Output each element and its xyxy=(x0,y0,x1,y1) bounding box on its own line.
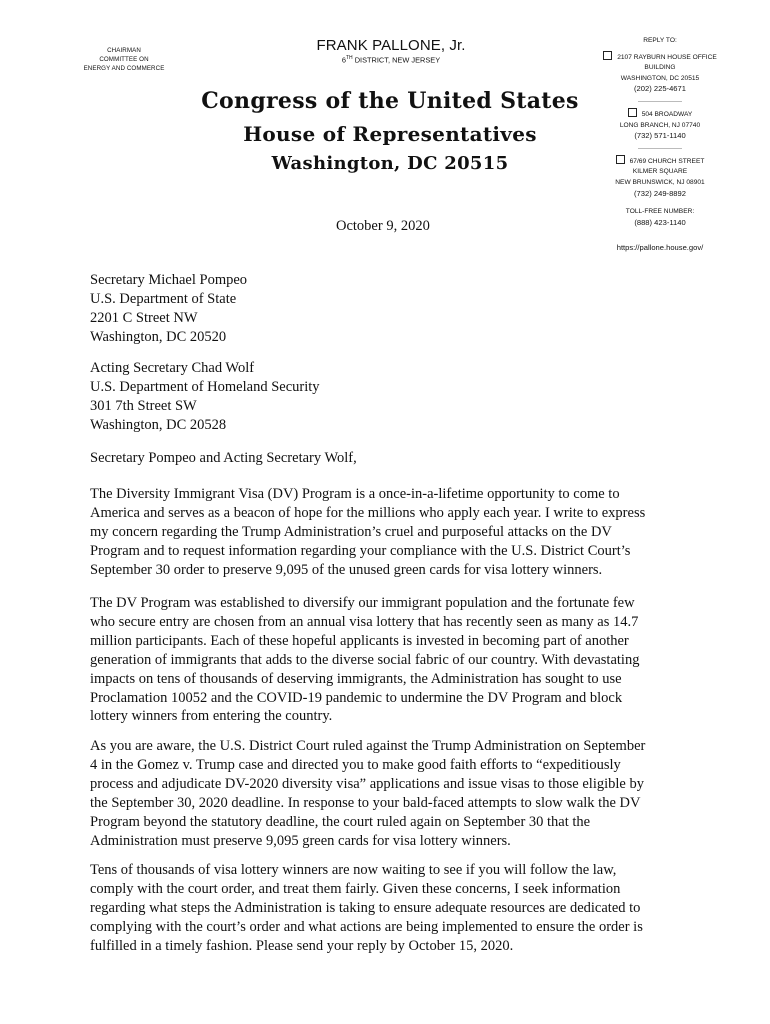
tollfree-phone: (888) 423-1140 xyxy=(634,217,686,227)
body-line: The DV Program was established to diversify our immigrant population and the fortunate few xyxy=(90,595,635,611)
office-nb-address: 67/69 CHURCH STREET xyxy=(629,157,705,165)
checkbox-icon xyxy=(616,155,625,164)
district-text: DISTRICT, NEW JERSEY xyxy=(352,55,441,65)
body-line: impacts on tens of thousands of deserving immigrants, the Administration has sought to use xyxy=(90,670,622,687)
body-line: regarding what steps the Administration is taking to ensure adequate resources are dedicated to xyxy=(90,899,641,916)
district-ordinal-suffix: TH xyxy=(345,55,353,61)
website-link[interactable]: https://pallone.house.gov/ xyxy=(616,243,704,252)
paragraph-2 xyxy=(90,594,690,726)
body-line: Program and to request information regarding your compliance with the U.S. District Court’s xyxy=(90,542,631,559)
divider xyxy=(638,101,682,102)
recipient-name: Secretary Michael Pompeo xyxy=(90,272,248,288)
tollfree-label: TOLL-FREE NUMBER: xyxy=(625,208,695,216)
recipient-city: Washington, DC 20520 xyxy=(90,328,227,345)
office-dc-address: 2107 RAYBURN HOUSE OFFICE xyxy=(617,53,717,61)
body-line: As you are aware, the U.S. District Court ruled against the Trump Administration on September xyxy=(90,738,646,754)
recipient-street: 301 7th Street SW xyxy=(90,397,197,414)
chair-committee-name: ENERGY AND COMMERCE xyxy=(83,65,165,72)
chair-committee-line: COMMITTEE ON xyxy=(99,56,149,63)
body-line: Administration must preserve 9,095 green cards for visa lottery winners. xyxy=(90,832,511,849)
checkbox-icon xyxy=(603,51,612,60)
recipient-state xyxy=(90,271,690,347)
paragraph-1 xyxy=(90,485,690,580)
body-line: Proclamation 10052 and the COVID-19 pandemic to undermine the DV Program and block xyxy=(90,689,623,706)
letterhead-congress: Congress of the United States xyxy=(201,88,579,114)
office-lb-line2: LONG BRANCH, NJ 07740 xyxy=(619,121,701,129)
office-lb-line1 xyxy=(580,108,740,121)
recipient-city: Washington, DC 20528 xyxy=(90,416,227,433)
office-new-brunswick xyxy=(580,155,740,189)
office-dc-line3: WASHINGTON, DC 20515 xyxy=(620,74,700,82)
chairman-block xyxy=(60,46,188,73)
member-district xyxy=(246,55,536,64)
paragraph-4 xyxy=(90,861,690,956)
body-line: the September 30, 2020 deadline. In response to your bald-faced attempts to slow walk the DV xyxy=(90,794,641,811)
paragraph-3 xyxy=(90,737,690,850)
body-line: my concern regarding the Trump Administration’s cruel and purposeful attacks on the DV xyxy=(90,523,612,540)
office-dc-line1 xyxy=(580,51,740,64)
office-nb-line2: KILMER SQUARE xyxy=(632,168,688,176)
recipient-name: Acting Secretary Chad Wolf xyxy=(90,360,255,376)
recipient-street: 2201 C Street NW xyxy=(90,309,198,326)
body-line: September 30 order to preserve 9,095 of the unused green cards for visa lottery winners. xyxy=(90,561,603,578)
body-line: 4 in the Gomez v. Trump case and directed you to make good faith efforts to “expeditiously xyxy=(90,756,621,773)
office-nb-line1 xyxy=(580,155,740,168)
body-line: Program beyond the statutory deadline, the court ruled again on September 30 that the xyxy=(90,813,591,830)
body-line: generation of immigrants that adds to the diverse social fabric of our country. With devastating xyxy=(90,651,640,668)
letter-date: October 9, 2020 xyxy=(336,218,430,234)
recipient-org: U.S. Department of State xyxy=(90,290,237,307)
salutation: Secretary Pompeo and Acting Secretary Wolf, xyxy=(90,450,357,466)
body-line: complying with the court’s order and what actions are being implemented to ensure the order is xyxy=(90,918,643,935)
chair-title: CHAIRMAN xyxy=(107,47,141,54)
recipient-dhs xyxy=(90,359,690,435)
body-line: America and serves as a beacon of hope for the millions who apply each year. I write to express xyxy=(90,504,646,521)
recipient-org: U.S. Department of Homeland Security xyxy=(90,378,320,395)
divider xyxy=(638,148,682,149)
office-long-branch xyxy=(580,108,740,131)
office-dc-phone: (202) 225-4671 xyxy=(634,84,686,94)
body-line: who secure entry are chosen from an annual visa lottery that has recently seen as many as 14.7 xyxy=(90,613,639,630)
office-lb-phone: (732) 571-1140 xyxy=(634,131,686,141)
body-line: The Diversity Immigrant Visa (DV) Program is a once-in-a-lifetime opportunity to come to xyxy=(90,486,620,502)
body-line: million participants. Each of these hopeful applicants is invested in becoming part of another xyxy=(90,632,629,649)
office-dc xyxy=(580,51,740,85)
reply-to-label: REPLY TO: xyxy=(643,37,677,44)
office-nb-line3: NEW BRUNSWICK, NJ 08901 xyxy=(615,178,705,186)
checkbox-icon xyxy=(628,108,637,117)
body-line: fulfilled in a timely fashion. Please send your reply by October 15, 2020. xyxy=(90,937,514,954)
body-line: Tens of thousands of visa lottery winners are now waiting to see if you will follow the law, xyxy=(90,862,617,878)
body-line: process and adjudicate DV-2020 diversity visa” applications and issue visas to those eligible by xyxy=(90,775,644,792)
letterhead-city: Washington, DC 20515 xyxy=(271,153,509,174)
office-nb-phone: (732) 249-8892 xyxy=(634,188,686,198)
body-line: comply with the court order, and treat them fairly. Given these concerns, I seek information xyxy=(90,880,621,897)
district-ordinal: 6 xyxy=(341,55,346,65)
letterhead-house: House of Representatives xyxy=(243,122,537,146)
member-name: FRANK PALLONE, Jr. xyxy=(316,37,466,54)
reply-to-block xyxy=(580,36,740,228)
office-dc-line2: BUILDING xyxy=(644,64,676,72)
office-lb-address: 504 BROADWAY xyxy=(641,110,693,118)
body-line: lottery winners from entering the country. xyxy=(90,708,333,725)
